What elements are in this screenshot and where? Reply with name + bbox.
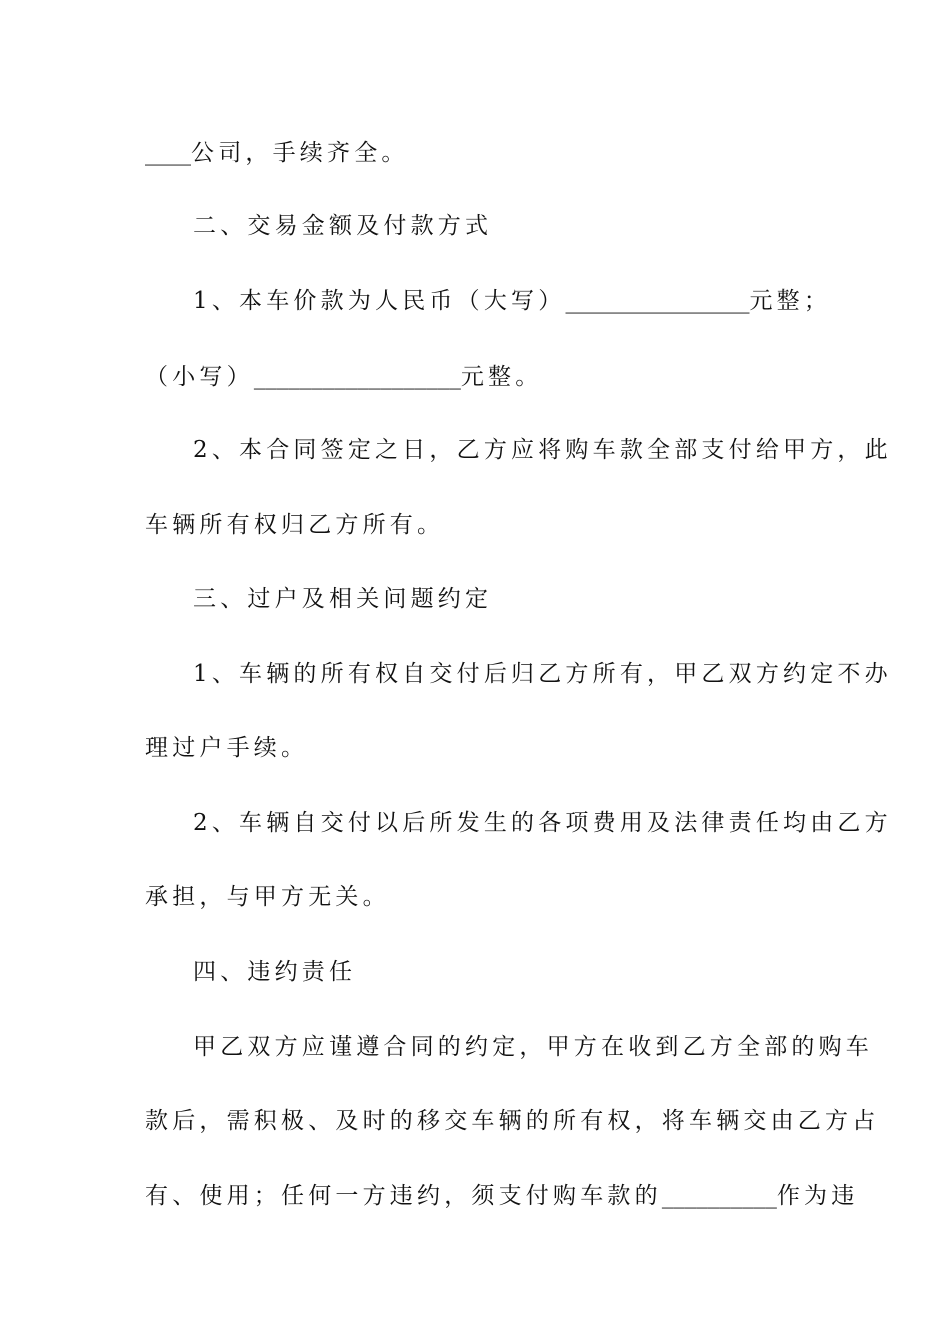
text-line-breach-clause-cont-1: 款后，需积极、及时的移交车辆的所有权，将车辆交由乙方占	[145, 1108, 880, 1134]
fill-blank-price-uppercase[interactable]: ________________	[565, 288, 750, 314]
section-heading-payment: 二、交易金额及付款方式	[193, 213, 493, 239]
text-line-ownership-clause: 1、车辆的所有权自交付后归乙方所有，甲乙双方约定不办	[193, 661, 892, 687]
text-line-price-lowercase: （小写）__________________元整。	[145, 360, 825, 394]
text-line-liability-clause-cont: 承担，与甲方无关。	[145, 884, 390, 910]
text-line-breach-clause: 甲乙双方应谨遵合同的约定，甲方在收到乙方全部的购车	[193, 1034, 873, 1060]
text-line-company: ____公司，手续齐全。	[145, 136, 825, 170]
text-line-liability-clause: 2、车辆自交付以后所发生的各项费用及法律责任均由乙方	[193, 810, 892, 836]
text-line-breach-clause-cont-2: 有、使用；任何一方违约，须支付购车款的__________作为违	[145, 1179, 825, 1213]
text-line-ownership-clause-cont: 理过户手续。	[145, 735, 309, 761]
text-line-payment-clause-cont: 车辆所有权归乙方所有。	[145, 512, 445, 538]
text-line-payment-clause: 2、本合同签定之日，乙方应将购车款全部支付给甲方，此	[193, 437, 892, 463]
fill-blank-penalty[interactable]: __________	[661, 1183, 777, 1209]
fill-blank-price-lowercase[interactable]: __________________	[253, 364, 461, 390]
text-line-price-uppercase: 1、本车价款为人民币（大写）________________元整；	[193, 284, 823, 318]
section-heading-transfer: 三、过户及相关问题约定	[193, 586, 493, 612]
fill-blank-company[interactable]: ____	[145, 140, 191, 166]
section-heading-breach: 四、违约责任	[193, 959, 357, 985]
